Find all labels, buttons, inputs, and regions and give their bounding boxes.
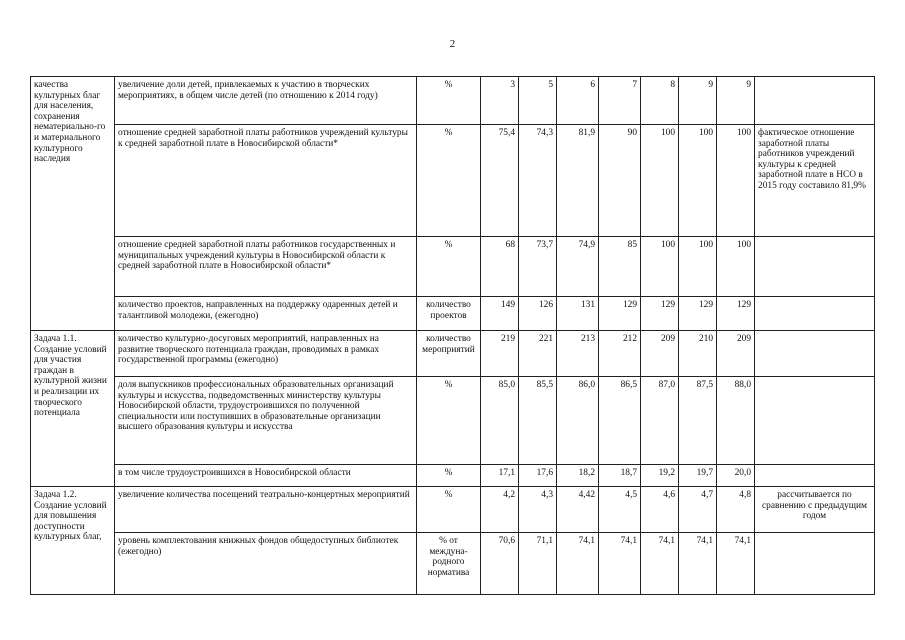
goal-cell: Задача 1.2. Создание условий для повышения доступности культурных благ,	[31, 487, 115, 595]
note-cell	[755, 465, 875, 487]
value-cell: 74,1	[717, 533, 755, 595]
value-cell: 6	[557, 77, 599, 125]
value-cell: 129	[679, 297, 717, 331]
value-cell: 100	[679, 237, 717, 297]
goal-cell: качества культурных благ для населения, сохранения нематериально-го и материального культурного наследия	[31, 77, 115, 331]
table-row	[31, 377, 875, 465]
unit-cell: %	[417, 125, 481, 237]
value-cell: 75,4	[481, 125, 519, 237]
value-cell: 85	[599, 237, 641, 297]
value-cell: 210	[679, 331, 717, 377]
value-cell: 100	[641, 125, 679, 237]
value-cell: 90	[599, 125, 641, 237]
table-row	[31, 297, 875, 331]
value-cell: 129	[717, 297, 755, 331]
value-cell: 4,2	[481, 487, 519, 533]
indicator-cell: доля выпускников профессиональных образовательных организаций культуры и искусства, подведомственных министерству культуры Новосибирской области, трудоустроившихся по полученной специальности или поступивших в образовательные организации высшего образования культуры и искусства	[115, 377, 417, 465]
value-cell: 3	[481, 77, 519, 125]
value-cell: 85,5	[519, 377, 557, 465]
value-cell: 74,1	[599, 533, 641, 595]
value-cell: 74,1	[557, 533, 599, 595]
note-cell	[755, 77, 875, 125]
value-cell: 212	[599, 331, 641, 377]
value-cell: 73,7	[519, 237, 557, 297]
value-cell: 9	[679, 77, 717, 125]
value-cell: 81,9	[557, 125, 599, 237]
value-cell: 18,2	[557, 465, 599, 487]
table-row	[31, 77, 875, 125]
page-number: 2	[449, 38, 456, 50]
indicator-cell: в том числе трудоустроившихся в Новосибирской области	[115, 465, 417, 487]
value-cell: 5	[519, 77, 557, 125]
indicator-cell: увеличение количества посещений театрально-концертных мероприятий	[115, 487, 417, 533]
value-cell: 4,5	[599, 487, 641, 533]
value-cell: 221	[519, 331, 557, 377]
value-cell: 100	[679, 125, 717, 237]
unit-cell: %	[417, 237, 481, 297]
value-cell: 19,7	[679, 465, 717, 487]
unit-cell: %	[417, 487, 481, 533]
value-cell: 70,6	[481, 533, 519, 595]
note-cell	[755, 237, 875, 297]
value-cell: 213	[557, 331, 599, 377]
value-cell: 17,6	[519, 465, 557, 487]
value-cell: 20,0	[717, 465, 755, 487]
value-cell: 100	[641, 237, 679, 297]
value-cell: 74,3	[519, 125, 557, 237]
value-cell: 8	[641, 77, 679, 125]
note-cell	[755, 331, 875, 377]
value-cell: 86,5	[599, 377, 641, 465]
value-cell: 87,0	[641, 377, 679, 465]
value-cell: 17,1	[481, 465, 519, 487]
unit-cell: %	[417, 377, 481, 465]
value-cell: 4,42	[557, 487, 599, 533]
value-cell: 4,3	[519, 487, 557, 533]
value-cell: 4,8	[717, 487, 755, 533]
table-row	[31, 533, 875, 595]
value-cell: 129	[641, 297, 679, 331]
table-row	[31, 487, 875, 533]
value-cell: 149	[481, 297, 519, 331]
table-row	[31, 125, 875, 237]
note-cell	[755, 377, 875, 465]
unit-cell: количество проектов	[417, 297, 481, 331]
value-cell: 100	[717, 125, 755, 237]
value-cell: 71,1	[519, 533, 557, 595]
value-cell: 209	[641, 331, 679, 377]
indicator-cell: отношение средней заработной платы работников учреждений культуры к средней заработной плате в Новосибирской области*	[115, 125, 417, 237]
table-row	[31, 331, 875, 377]
value-cell: 219	[481, 331, 519, 377]
value-cell: 68	[481, 237, 519, 297]
indicator-cell: увеличение доли детей, привлекаемых к участию в творческих мероприятиях, в общем числе детей (по отношению к 2014 году)	[115, 77, 417, 125]
note-cell	[755, 297, 875, 331]
value-cell: 4,6	[641, 487, 679, 533]
note-cell: рассчитывается по сравнению с предыдущим годом	[755, 487, 875, 533]
value-cell: 126	[519, 297, 557, 331]
value-cell: 19,2	[641, 465, 679, 487]
note-cell	[755, 533, 875, 595]
value-cell: 129	[599, 297, 641, 331]
value-cell: 88,0	[717, 377, 755, 465]
value-cell: 4,7	[679, 487, 717, 533]
value-cell: 86,0	[557, 377, 599, 465]
unit-cell: %	[417, 465, 481, 487]
goal-cell: Задача 1.1. Создание условий для участия граждан в культурной жизни и реализации их творческого потенциала	[31, 331, 115, 487]
value-cell: 7	[599, 77, 641, 125]
value-cell: 74,1	[679, 533, 717, 595]
value-cell: 85,0	[481, 377, 519, 465]
indicators-table	[30, 76, 875, 595]
table-row	[31, 465, 875, 487]
value-cell: 87,5	[679, 377, 717, 465]
unit-cell: количество мероприятий	[417, 331, 481, 377]
indicator-cell: количество культурно-досуговых мероприятий, направленных на развитие творческого потенциала граждан, проводимых в рамках государственной программы (ежегодно)	[115, 331, 417, 377]
unit-cell: %	[417, 77, 481, 125]
value-cell: 18,7	[599, 465, 641, 487]
value-cell: 74,9	[557, 237, 599, 297]
value-cell: 209	[717, 331, 755, 377]
note-cell: фактическое отношение заработной платы работников учреждений культуры к средней заработной плате в НСО в 2015 году составило 81,9%	[755, 125, 875, 237]
indicator-cell: отношение средней заработной платы работников государственных и муниципальных учреждений культуры в Новосибирской области к средней заработной плате в Новосибирской области*	[115, 237, 417, 297]
indicator-cell: уровень комплектования книжных фондов общедоступных библиотек (ежегодно)	[115, 533, 417, 595]
value-cell: 74,1	[641, 533, 679, 595]
value-cell: 100	[717, 237, 755, 297]
value-cell: 131	[557, 297, 599, 331]
unit-cell: % от междуна-родного норматива	[417, 533, 481, 595]
indicator-cell: количество проектов, направленных на поддержку одаренных детей и талантливой молодежи, (ежегодно)	[115, 297, 417, 331]
table-row	[31, 237, 875, 297]
value-cell: 9	[717, 77, 755, 125]
